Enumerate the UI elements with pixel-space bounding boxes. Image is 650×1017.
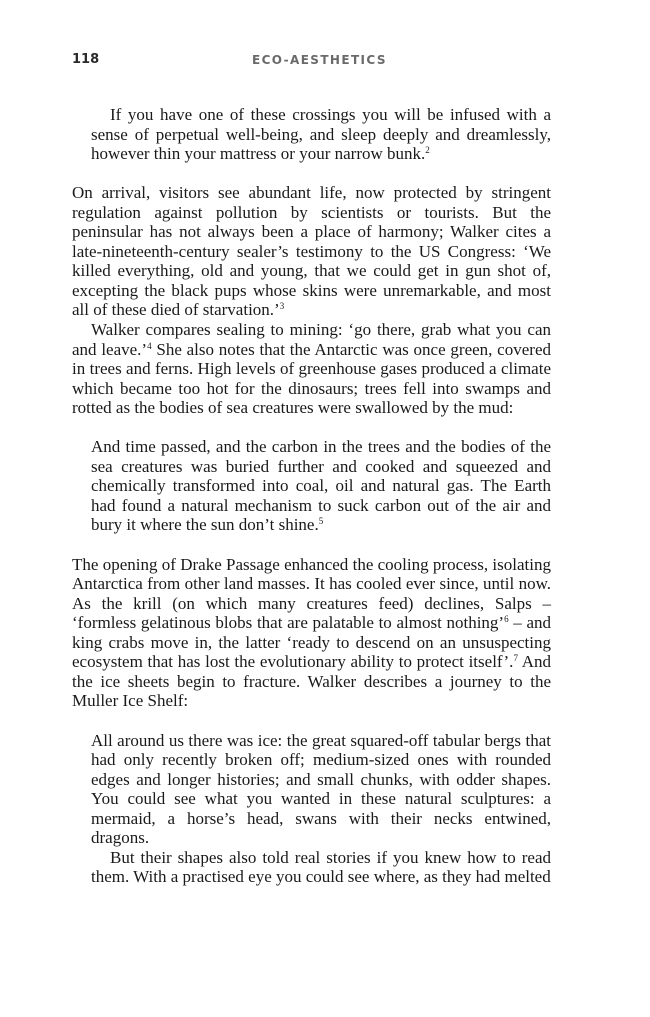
footnote-marker: 3: [279, 301, 285, 312]
body-paragraph: [72, 555, 551, 711]
paragraph-text: All around us there was ice: the great squared-off tabular bergs that had only recently broken off; medium-sized ones with rounded edges and longer histories; and small chunks, with odder shapes. You could see what you wanted in these natural sculptures: a mermaid, a horse’s head, swans with their necks entwined, dragons.: [91, 730, 551, 848]
paragraph-text: The opening of Drake Passage enhanced the cooling process, isolating Antarctica from other land masses. It has cooled ever since, until now. As the krill (on which many creatures feed) declines, Salps – ‘formless gelatinous blobs that are palatable to almost nothing’: [72, 554, 551, 633]
footnote-marker: 2: [425, 145, 430, 156]
paragraph-text: And time passed, and the carbon in the trees and the bodies of the sea creatures was buried further and cooked and squeezed and chemically transformed into coal, oil and natural gas. The Earth had found a natural mechanism to suck carbon out of the air and bury it where the sun don’t shine.: [91, 437, 551, 535]
block-quote-paragraph: [72, 848, 551, 887]
paragraph-text: But their shapes also told real stories if you knew how to read them. With a practised eye you could see where, as they had melted: [91, 847, 551, 887]
body-text: [72, 105, 551, 887]
paragraph-text: On arrival, visitors see abundant life, now protected by stringent regulation against pollution by scientists or tourists. But the peninsular has not always been a place of harmony; Walker cites a late-nineteenth-century sealer’s testimony to the US Congress: ‘We killed everything, old and young, that we could get in gun shot of, excepting the black pups whose skins were unremarkable, and most all of these died of starvation.’: [72, 183, 551, 320]
paragraph-text: Walker compares sealing to mining: ‘go there, grab what you can and leave.’: [72, 320, 551, 359]
paragraph-text: – and king crabs move in, the latter ‘ready to descend on an unsuspecting ecosystem that has lost the evolutionary ability to protect itself’.: [72, 613, 551, 672]
footnote-marker: 5: [318, 516, 324, 527]
block-quote-paragraph: [72, 105, 551, 164]
footnote-marker: 7: [513, 653, 518, 664]
block-quote-paragraph: [72, 437, 551, 535]
paragraph-text: If you have one of these crossings you will be infused with a sense of perpetual well-being, and sleep deeply and dreamlessly, however thin your mattress or your narrow bunk.: [91, 105, 551, 164]
body-paragraph: [72, 183, 551, 320]
running-head: [72, 52, 572, 72]
paragraph-text: She also notes that the Antarctic was once green, covered in trees and ferns. High levels of greenhouse gases produced a climate which became too hot for the dinosaurs; trees fell into swamps and rotted as the bodies of sea creatures were swallowed by the mud:: [72, 339, 551, 418]
footnote-marker: 4: [147, 340, 152, 351]
paragraph-text: And the ice sheets begin to fracture. Walker describes a journey to the Muller Ice Shelf:: [72, 652, 551, 711]
block-quote-paragraph: [72, 731, 551, 848]
body-paragraph: [72, 320, 551, 418]
running-title: ECO-AESTHETICS: [252, 53, 387, 67]
page-number: 118: [72, 52, 100, 67]
footnote-marker: 6: [504, 614, 509, 625]
